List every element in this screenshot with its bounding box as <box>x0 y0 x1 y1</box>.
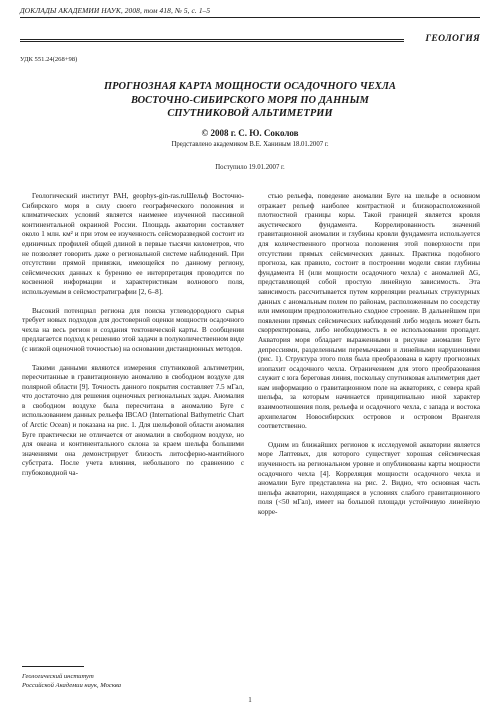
header-rule <box>20 17 480 18</box>
journal-header: ДОКЛАДЫ АКАДЕМИИ НАУК, 2008, том 418, № 5, с. 1–5 <box>20 6 211 15</box>
presented-note: Представлено академиком В.Е. Ханиным 18.01.2007 г. <box>171 141 329 148</box>
paragraph: Одним из ближайших регионов к исследуемой акватории является море Лаптевых, для которого существует хорошая сейсмическая изученность на региональном уровне и опубликованы карты мощности осадочного чехла [4]. Корреляция мощности осадочного чехла и аномалии Буге представлена на рис. 2. Видно, что основная часть шельфа акватории, находящаяся в условиях слабого гравитационного поля (<50 мГал), имеет на большой площади устойчивую линейную корре- <box>258 440 480 516</box>
author-line: © 2008 г. С. Ю. Соколов <box>201 128 299 138</box>
right-column <box>258 192 480 518</box>
title-line: СПУТНИКОВОЙ АЛЬТИМЕТРИИ <box>167 108 333 120</box>
paragraph: Такими данными являются измерения спутниковой альтиметрии, пересчитанные в гравитационную аномалию в свободном воздухе для полярной области [9]. Точность данного покрытия составляет 7.5 мГал, что достаточно для решения оценочных региональных задач. Аномалия в свободном воздухе была пересчитана в аномалию Буге с использованием данных рельефа IBCAO (International Bathymetric Chart of Arctic Ocean) и показана на рис. 1. Для шельфовой области аномалия Буге практически не отличается от аномалии в свободном воздухе, но для океана и континентального склона за краем шельфа большими значениями она демонстрирует близость литосферно-мантийного субстрата. После учета влияния, небольшого по сравнению с глубоководной ча- <box>22 363 244 478</box>
footnote-rule <box>22 666 84 667</box>
section-heading <box>20 34 480 44</box>
received-date: Поступило 19.01.2007 г. <box>215 164 285 171</box>
title-line: ВОСТОЧНО-СИБИРСКОГО МОРЯ ПО ДАННЫМ <box>131 94 369 106</box>
section-label: ГЕОЛОГИЯ <box>425 33 480 44</box>
affiliation-footnote <box>22 672 121 690</box>
footnote-line: Геологический институт <box>22 673 94 680</box>
paragraph: стью рельефа, поведение аномалии Буге на шельфе в основном отражает рельеф наиболее контрастной и близкорасположенной плотностной границы коры. Такой границей является кровля акустического фундамента. Коррелированность значений гравитационной аномалии и глубины кровли фундамента используется для количественного прогноза положения этой поверхности при отсутствии прямых сейсмических данных. Практика подобного прогноза, как правило, состоит в построении модели связи глубины фундамента H (или мощности осадочного чехла) с аномалией ΔG, представляющей собой простую линейную зависимость. Эта зависимость рассчитывается путем корреляции реальных структурных данных с аномальным полем по районам, расположенным по соседству или имеющим предположительно сходное строение. В дальнейшем при появлении прямых сейсмических наблюдений либо модель может быть скорректирована, либо необходимость в ее использовании пропадет. Акватория моря обладает выраженными в рисунке аномалии Буге депрессиями, разделенными перемычками и линейными нарушениями (рис. 1). Структура этого поля была преобразована в карту прогнозных изопахит осадочного чехла. Ограничением для этого преобразования служит с юга береговая линия, поскольку спутниковая альтиметрия дает нам информацию о гравитационном поле на акваториях, с севера край шельфа, за которым начинается принципиально иной характер взаимоотношения поля, рельефа и осадочного чехла, с запада и востока архипелагом Новосибирских островов и островом Врангеля соответственно. <box>258 192 480 431</box>
title-line: ПРОГНОЗНАЯ КАРТА МОЩНОСТИ ОСАДОЧНОГО ЧЕХЛА <box>103 81 397 92</box>
section-rule <box>20 39 404 42</box>
page-number: 1 <box>248 696 252 704</box>
article-title <box>30 80 470 121</box>
footnote-line: Российской Академии наук, Москва <box>22 682 122 689</box>
left-column <box>22 192 244 479</box>
paragraph: Геологический институт РАН, geophys-gin-ras.ruШельф Восточно-Сибирского моря в силу своего географического положения и климатических условий является наименее изученной пассивной континентальной окраиной России. Площадь акватории составляет около 1 млн. км² и при этом ее изученность сейсморазведкой состоит из единичных профилей общей длиной в первые тысячи километров, что не позволяет говорить даже о региональной системе наблюдений. При отсутствии прямой привязки, имеющейся по данному региону, сейсмических данных к бурению ее интерпретация проводится по косвенной информации и характеристикам волнового поля, используемым в сейсмостратиграфии [2, 6–8]. <box>22 192 244 296</box>
paragraph: Высокий потенциал региона для поиска углеводородного сырья требует новых подходов для достоверной оценки мощности осадочного чехла на весь регион и создания тектонической карты. В сообщении предлагается подход к решению этой задачи в полуколичественном виде (с низкой оценочной точностью) на основании дистанционных методов. <box>22 306 244 353</box>
udk-code: УДК 551.24(268+98) <box>20 56 78 63</box>
